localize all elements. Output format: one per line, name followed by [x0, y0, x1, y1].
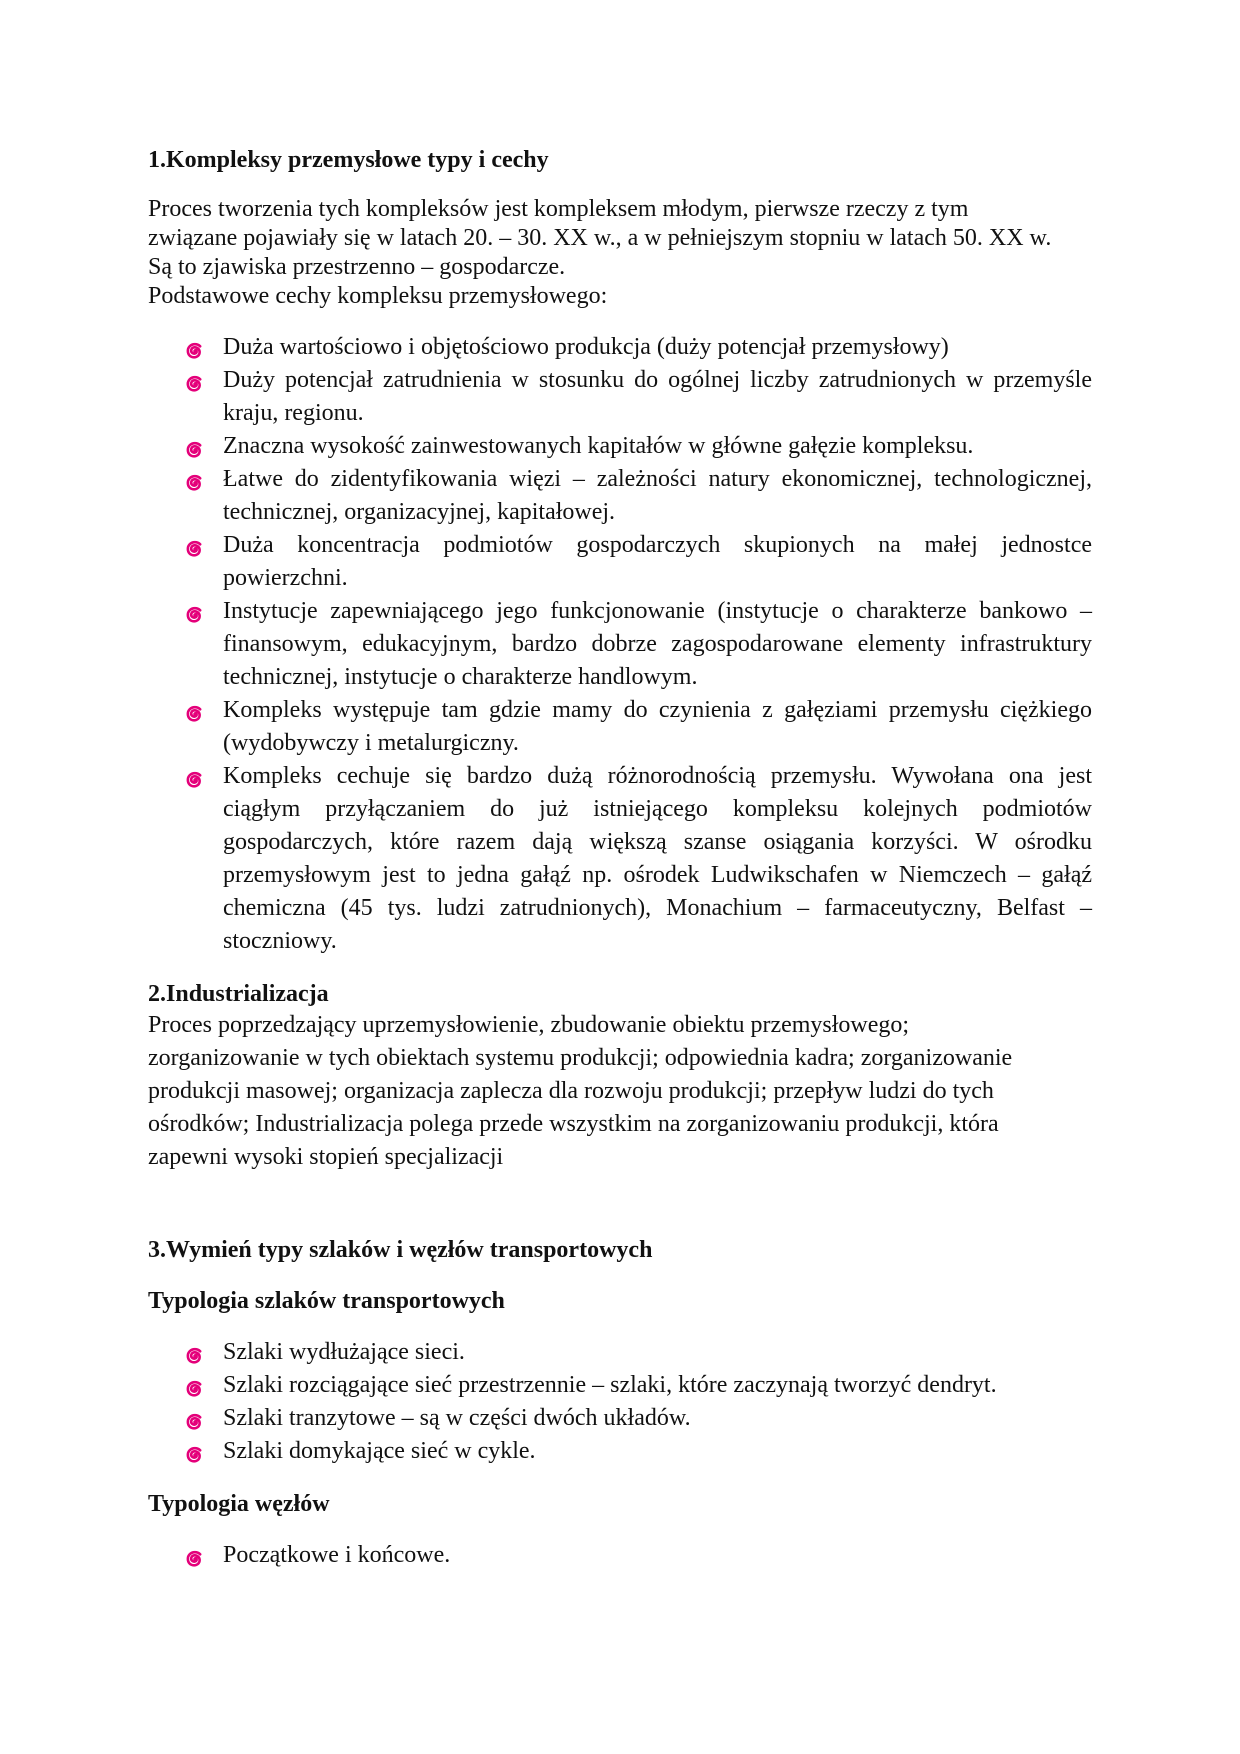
- list-item-text: Kompleks cechuje się bardzo dużą różnorodnością przemysłu. Wywołana ona jest ciągłym przyłączaniem do już istniejącego kompleksu kolejnych podmiotów gospodarczych, które razem dają większą szanse osiągania korzyści. W ośrodku przemysłowym jest to jedna gałąź np. ośrodek Ludwikschafen w Niemczech – gałąź chemiczna (45 tys. ludzi zatrudnionych), Monachium – farmaceutyczny, Belfast – stoczniowy.: [223, 763, 1092, 954]
- list-item: [148, 1539, 1092, 1572]
- spiral-bullet-icon: [185, 1545, 203, 1563]
- intro-line: Proces tworzenia tych kompleksów jest kompleksem młodym, pierwsze rzeczy z tym: [148, 196, 969, 222]
- list-item-text: Kompleks występuje tam gdzie mamy do czynienia z gałęziami przemysłu ciężkiego (wydobywczy i metalurgiczny.: [223, 697, 1092, 756]
- list-item-text: Początkowe i końcowe.: [223, 1542, 451, 1568]
- spiral-bullet-icon: [185, 469, 203, 487]
- section2-body: [148, 1009, 1092, 1174]
- nodes-list: [148, 1539, 1092, 1572]
- spiral-bullet-icon: [185, 337, 203, 355]
- spiral-bullet-icon: [185, 601, 203, 619]
- list-item: [148, 694, 1092, 760]
- list-item-text: Szlaki rozciągające sieć przestrzennie – szlaki, które zaczynają tworzyć dendryt.: [223, 1372, 997, 1398]
- spiral-bullet-icon: [185, 370, 203, 388]
- section1-intro: [148, 195, 1092, 311]
- list-item-text: Duży potencjał zatrudnienia w stosunku do ogólnej liczby zatrudnionych w przemyśle kraju, regionu.: [223, 367, 1092, 426]
- section3-heading: 3.Wymień typy szlaków i węzłów transportowych: [148, 1237, 653, 1263]
- spiral-bullet-icon: [185, 700, 203, 718]
- list-item: [148, 529, 1092, 595]
- spiral-bullet-icon: [185, 1441, 203, 1459]
- section2-heading: 2.Industrializacja: [148, 981, 329, 1007]
- list-item-text: Duża wartościowo i objętościowo produkcja (duży potencjał przemysłowy): [223, 334, 949, 360]
- list-item: [148, 364, 1092, 430]
- routes-list: [148, 1336, 1092, 1468]
- list-item: [148, 463, 1092, 529]
- document-page: [148, 140, 1092, 1572]
- body-line: produkcji masowej; organizacja zaplecza dla rozwoju produkcji; przepływ ludzi do tych: [148, 1078, 994, 1104]
- list-item: [148, 331, 1092, 364]
- spiral-bullet-icon: [185, 436, 203, 454]
- section1-heading: 1.Kompleksy przemysłowe typy i cechy: [148, 147, 549, 173]
- intro-line: związane pojawiały się w latach 20. – 30. XX w., a w pełniejszym stopniu w latach 50. XX w.: [148, 225, 1052, 251]
- intro-line: Są to zjawiska przestrzenno – gospodarcze.: [148, 254, 566, 280]
- list-item: [148, 1336, 1092, 1369]
- spiral-bullet-icon: [185, 1342, 203, 1360]
- list-item: [148, 1435, 1092, 1468]
- body-line: zorganizowanie w tych obiektach systemu produkcji; odpowiednia kadra; zorganizowanie: [148, 1045, 1013, 1071]
- list-item-text: Znaczna wysokość zainwestowanych kapitałów w główne gałęzie kompleksu.: [223, 433, 974, 459]
- list-item-text: Instytucje zapewniającego jego funkcjonowanie (instytucje o charakterze bankowo – finansowym, edukacyjnym, bardzo dobrze zagospodarowane elementy infrastruktury technicznej, instytucje o charakterze handlowym.: [223, 598, 1092, 690]
- intro-line: Podstawowe cechy kompleksu przemysłowego:: [148, 283, 608, 309]
- routes-subheading: Typologia szlaków transportowych: [148, 1288, 505, 1314]
- spiral-bullet-icon: [185, 1408, 203, 1426]
- list-item: [148, 760, 1092, 958]
- body-line: zapewni wysoki stopień specjalizacji: [148, 1144, 504, 1170]
- list-item: [148, 1402, 1092, 1435]
- list-item-text: Duża koncentracja podmiotów gospodarczych skupionych na małej jednostce powierzchni.: [223, 532, 1092, 591]
- spiral-bullet-icon: [185, 1375, 203, 1393]
- body-line: Proces poprzedzający uprzemysłowienie, zbudowanie obiektu przemysłowego;: [148, 1012, 910, 1038]
- features-list: [148, 331, 1092, 958]
- list-item: [148, 595, 1092, 694]
- list-item-text: Szlaki domykające sieć w cykle.: [223, 1438, 536, 1464]
- spiral-bullet-icon: [185, 766, 203, 784]
- spiral-bullet-icon: [185, 535, 203, 553]
- list-item: [148, 430, 1092, 463]
- list-item: [148, 1369, 1092, 1402]
- list-item-text: Łatwe do zidentyfikowania więzi – zależności natury ekonomicznej, technologicznej, technicznej, organizacyjnej, kapitałowej.: [223, 466, 1092, 525]
- list-item-text: Szlaki wydłużające sieci.: [223, 1339, 465, 1365]
- nodes-subheading: Typologia węzłów: [148, 1491, 330, 1517]
- list-item-text: Szlaki tranzytowe – są w części dwóch układów.: [223, 1405, 691, 1431]
- body-line: ośrodków; Industrializacja polega przede wszystkim na zorganizowaniu produkcji, która: [148, 1111, 999, 1137]
